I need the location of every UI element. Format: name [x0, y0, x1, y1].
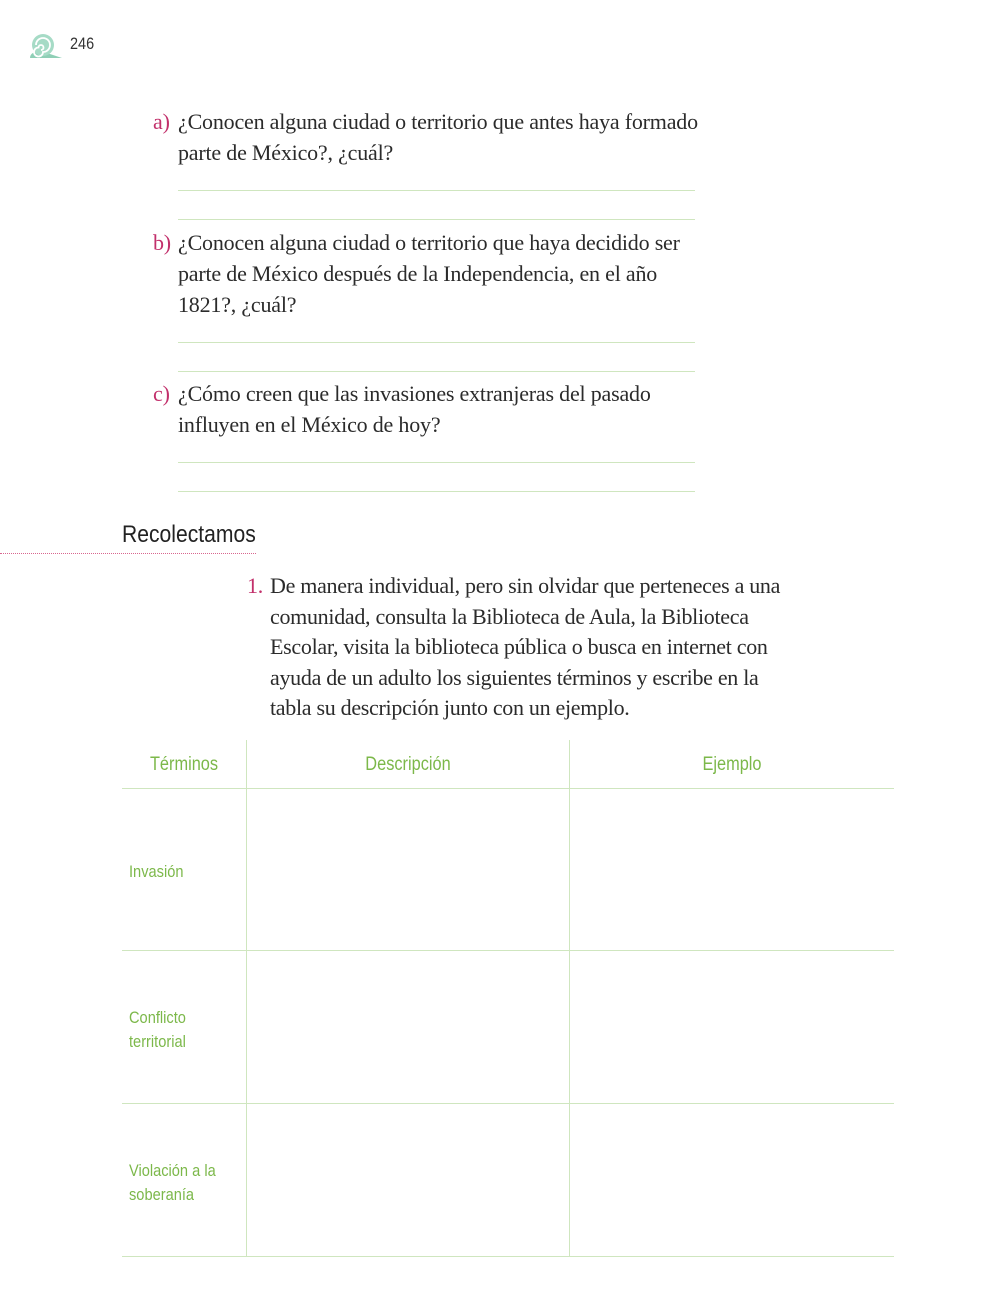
table-row-term: Violación a la soberanía — [129, 1161, 216, 1204]
description-cell[interactable] — [248, 790, 568, 949]
example-cell[interactable] — [571, 952, 893, 1102]
section-title: Recolectamos — [122, 521, 256, 548]
question-text: ¿Conocen alguna ciudad o territorio que haya decidido ser parte de México después de la Independencia, en el año 1821?, ¿cuál? — [178, 230, 680, 317]
example-cell[interactable] — [571, 1105, 893, 1255]
question-a — [153, 106, 713, 168]
instruction-text: De manera individual, pero sin olvidar que perteneces a una comunidad, consulta la Biblioteca de Aula, la Biblioteca Escolar, visita la biblioteca pública o busca en internet con ayuda de un adulto los siguientes términos y escribe en la tabla su descripción junto con un ejemplo. — [270, 573, 781, 721]
answer-line[interactable] — [178, 190, 695, 191]
question-text: ¿Cómo creen que las invasiones extranjeras del pasado influyen en el México de hoy? — [178, 381, 651, 437]
answer-line[interactable] — [178, 219, 695, 220]
example-cell[interactable] — [571, 790, 893, 949]
table-column-divider — [246, 740, 247, 1256]
question-c — [153, 378, 713, 440]
answer-line[interactable] — [178, 491, 695, 492]
question-b — [153, 227, 713, 320]
snail-icon — [28, 32, 64, 60]
description-cell[interactable] — [248, 952, 568, 1102]
page-number: 246 — [70, 34, 95, 53]
answer-line[interactable] — [178, 371, 695, 372]
table-header-terminos: Términos — [149, 754, 219, 775]
question-letter: c) — [153, 381, 170, 406]
table-row-divider — [122, 1103, 894, 1104]
description-cell[interactable] — [248, 1105, 568, 1255]
table-column-divider — [569, 740, 570, 1256]
answer-line[interactable] — [178, 342, 695, 343]
question-text: ¿Conocen alguna ciudad o territorio que antes haya formado parte de México?, ¿cuál? — [178, 109, 698, 165]
table-row-term: Invasión — [129, 862, 184, 881]
answer-line[interactable] — [178, 462, 695, 463]
table-header-ejemplo: Ejemplo — [702, 754, 762, 775]
table-row-divider — [122, 950, 894, 951]
instruction-number: 1. — [247, 573, 263, 598]
table-header-descripcion: Descripción — [365, 754, 451, 775]
instruction — [247, 571, 787, 724]
table-row-divider — [122, 1256, 894, 1257]
table-row-term: Conflicto territorial — [129, 1008, 186, 1051]
question-letter: a) — [153, 109, 170, 134]
table-row-divider — [122, 788, 894, 789]
question-letter: b) — [153, 230, 171, 255]
section-divider — [0, 553, 256, 554]
